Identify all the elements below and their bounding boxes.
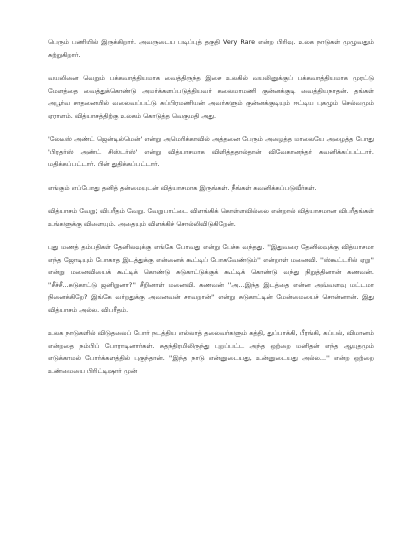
- paragraph-6: புது மணத் தம்பதிகள் தேனிலவுக்கு எங்கே போவது என்று பேச்சு வந்தது. ''இதுவரை தேனிலவுக்கு வித்யாசமா எந்த ஜோடியும் போகாத இடத்துக்கு என்னைக் கூட்டிப் போகவேண்டும்'' என்றாள் மனைவி. ''ஸ்கூட்டரில் ஏறு'' என்று மனைவியைக் கூட்டிக் கொண்டு சுடுகாட்டுக்குக் கூட்டிக் கொண்டு வந்து நிறுத்தினான் கணவன். ''சீச்சீ...சுடுகாட்டு ஜனிறுனா?'' சீறினாள் மனைவி. கணவன் ''அ...இந்த இடத்தை என்ன அவ்வளவு மட்டமா நினைக்கிறே? இங்கே வர்றதுக்கு அவனவன் சாவறான்'' என்று சுடுகாட்டின் மேன்மையைச் சொன்னான். இது வித்யாசம் அல்ல. விபரீதம்.: [48, 243, 374, 314]
- paragraph-4: எங்கும் எப்போது தனித் தன்மையுடன் வித்யாசமாக இருங்கள். நீங்கள் கவனிக்கப்படுவீர்கள்.: [48, 183, 317, 192]
- paragraph-7: உலக நாடுகளில் விடுதலைப் போர் நடத்திய எல்லாத் தலைவர்களும் கத்தி, துப்பாக்கி, பீரங்கி, கப்பல், விமானம் என்றதை நம்பிப் போராடினார்கள். சுதந்திரமிலிருந்து புறப்பட்ட அந்த ஒற்றை மனிதன் எந்த ஆயுதமும் எடுக்காமல் போர்க்களத்தில் புகுந்தான். ''இந்த நாடு என்னுடையது, உன்னுடையது அல்ல...'' என்ற ஒற்றை உண்மையை பிரிட்டிஷார் முன்: [48, 329, 374, 375]
- document-page: [48, 36, 374, 536]
- paragraph-1: பெரும் பணியில் இருக்கிறார். அவருடைய படிப்புத் தகுதி Very Rare என்ற பிரிவு. உலக நாடுகள் முழுவதும் சுற்றுகிறார்.: [48, 38, 374, 59]
- paragraph-3: 'லேடீஸ் அண்ட் ஜென்டில்மென்' என்று அமெரிக்காவில் அத்தனை பேரும் அழைத்த மாலையே அழைத்த போது 'பிரதர்ஸ் அண்ட் சிஸ்டர்ஸ்' என்று வித்யாசமாக விளித்ததால்தான் விவேகானந்தர் கவனிக்கப்பட்டார். மதிக்கப்பட்டார். பின் துதிக்கப்பட்டார்.: [48, 135, 374, 168]
- paragraph-5: வித்யாசம் வேறு; விபரீதம் வேறு. வேறுபாட்டை விளங்கிக் கொள்ளவில்லை என்றால் வித்யாசமான விபரீதங்கள் உங்களுக்கு விளையும். அதையும் விளக்கிச் சொல்லிவிடுகிறேன்.: [48, 207, 374, 228]
- paragraph-2: வயலினை வெறும் பக்கவாத்தியமாக வைத்திருந்த இசை உலகில் வயலினுக்குப் பக்கவாத்தியமாக முரட்டு மேளத்தை வைத்துக்கொண்டு அமர்க்களப்படுத்தியவர் கலைமாமணி குன்னக்குடி வைத்தியநாதன். தங்கள் அபூர்வ சாதனையில் வலைவப்பட்டு சுப்பிரமணியன் அவர்களும் குன்னக்குடியும் ஈட்டிய புகழும் செல்வமும் ஏராளம். வித்யாசத்திற்கு உலகம் கொடுத்த வெகுமதி அது.: [48, 74, 374, 120]
